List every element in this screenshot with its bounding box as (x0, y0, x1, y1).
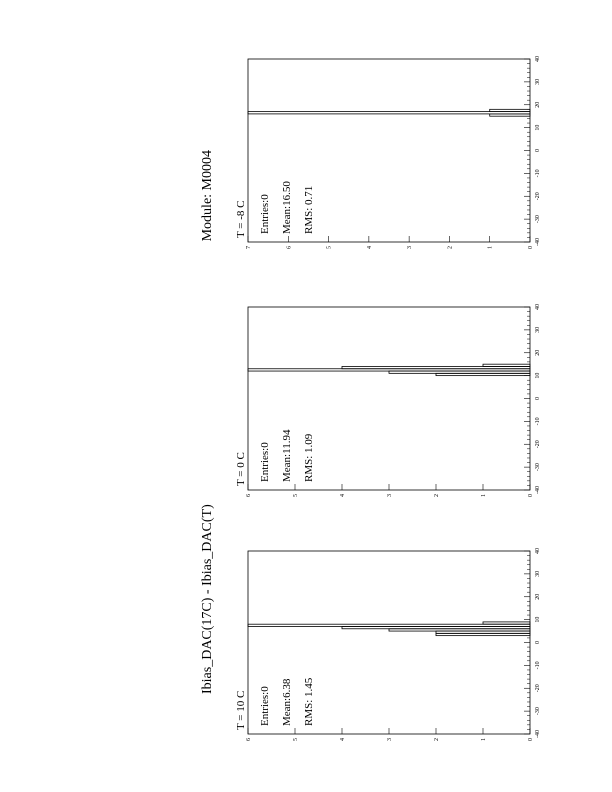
stat-entries: Entries:0 (259, 442, 271, 482)
stat-rms: RMS: 1.09 (303, 433, 315, 482)
x-tick-label: 20 (535, 349, 541, 356)
y-tick-label: 0 (528, 494, 534, 497)
module-label: Module: M0004 (200, 150, 215, 242)
panel-title: T = 0 C (235, 452, 247, 486)
histogram-bin (483, 364, 530, 366)
x-tick-label: -30 (535, 215, 541, 224)
panel-title: T = 10 C (235, 690, 247, 730)
x-tick-label: -40 (535, 486, 541, 494)
x-tick-label: 30 (535, 78, 541, 85)
histogram-panel-3 (235, 56, 541, 249)
x-tick-label: -30 (535, 463, 541, 472)
y-tick-label: 4 (366, 246, 373, 249)
y-tick-label: 4 (340, 738, 346, 741)
stat-entries: Entries:0 (259, 194, 271, 234)
y-tick-label: 7 (246, 246, 252, 249)
y-tick-label: 6 (246, 738, 252, 741)
x-tick-label: 40 (535, 56, 541, 62)
histogram-panel-1 (235, 548, 541, 741)
y-tick-label: 3 (387, 494, 393, 497)
y-tick-label: 3 (387, 738, 393, 741)
stat-mean: Mean:6.38 (281, 678, 293, 726)
x-tick-label: 40 (535, 548, 541, 554)
x-tick-label: 10 (535, 616, 541, 623)
y-tick-label: 2 (447, 246, 454, 249)
y-tick-label: 5 (293, 494, 299, 497)
stat-rms: RMS: 0.71 (303, 185, 315, 234)
y-tick-label: 6 (246, 494, 252, 497)
x-tick-label: -20 (535, 192, 541, 201)
y-tick-label: 4 (340, 494, 346, 497)
x-tick-label: 30 (535, 570, 541, 577)
stat-mean: Mean:16.50 (281, 181, 293, 234)
y-tick-label: 2 (434, 494, 440, 497)
stat-mean: Mean:11.94 (281, 429, 293, 482)
y-tick-label: 5 (326, 246, 333, 249)
stat-entries: Entries:0 (259, 686, 271, 726)
histogram-panel-2 (235, 304, 541, 497)
y-tick-label: 2 (434, 738, 440, 741)
y-tick-label: 1 (487, 246, 494, 249)
x-tick-label: -10 (535, 661, 541, 670)
histogram-bin (248, 112, 530, 114)
x-tick-label: 0 (535, 397, 541, 400)
x-tick-label: 10 (535, 372, 541, 379)
x-tick-label: -20 (535, 684, 541, 693)
histogram-bin (483, 622, 530, 624)
y-tick-label: 3 (407, 246, 414, 249)
y-tick-label: 0 (528, 738, 534, 741)
y-tick-label: 1 (481, 494, 487, 497)
y-tick-label: 0 (528, 246, 534, 249)
panel-title: T = -8 C (235, 200, 247, 238)
x-tick-label: 10 (535, 124, 541, 131)
y-tick-label: 6 (286, 246, 293, 249)
histogram-panels (235, 56, 541, 741)
y-tick-label: 5 (293, 738, 299, 741)
x-tick-label: 20 (535, 101, 541, 108)
x-tick-label: -40 (535, 238, 541, 246)
x-tick-label: -10 (535, 417, 541, 426)
page-title: Ibias_DAC(17C) - Ibias_DAC(T) (200, 504, 215, 694)
x-tick-label: 20 (535, 593, 541, 600)
x-tick-label: -20 (535, 440, 541, 449)
rotated-page (200, 56, 541, 741)
x-tick-label: -30 (535, 707, 541, 716)
y-tick-label: 1 (481, 738, 487, 741)
x-tick-label: -10 (535, 169, 541, 178)
x-tick-label: -40 (535, 730, 541, 738)
x-tick-label: 0 (535, 641, 541, 644)
x-tick-label: 30 (535, 326, 541, 333)
histogram-bin (490, 109, 530, 111)
stat-rms: RMS: 1.45 (303, 677, 315, 726)
x-tick-label: 0 (535, 149, 541, 152)
x-tick-label: 40 (535, 304, 541, 310)
